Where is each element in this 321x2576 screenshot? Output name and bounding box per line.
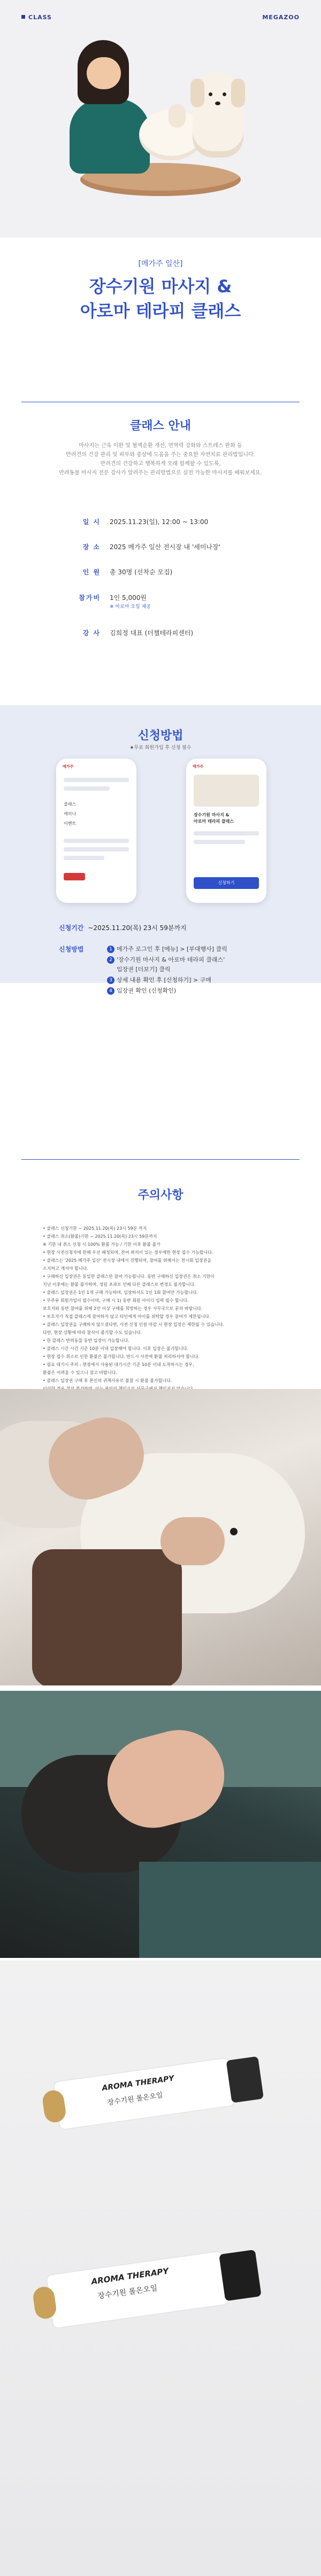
info-value: 2025.11.23(일), 12:00 ~ 13:00: [110, 518, 209, 526]
notice-item: ※ 기한 내 취소 신청 시 100% 환불 가능 / 기한 이후 환불 불가: [43, 1242, 160, 1247]
method-label: 신청방법: [59, 946, 84, 953]
notice-item: • 클래스 입장권을 구매하지 않으셨다면, 사전 신청 인원 마감 시 현장 입장은 제한될 수 있습니다.: [43, 1322, 225, 1327]
info-row-fee: [0, 593, 321, 612]
step-text: 메가주 로그인 후 [메뉴] > [부대행사] 클릭: [117, 946, 227, 953]
intro-line: 반려동물 마사지 전문 강사가 알려주는 관리방법으로 실전 가능한 마사지를 배워보세요.: [59, 470, 262, 476]
notice-item: • 클래스 입장권은 1인 1개 구매 가능하며, 입장하셔도 1인 1회 참여만 가능합니다.: [43, 1290, 198, 1295]
phone-line: [194, 831, 259, 836]
step-4: [107, 986, 176, 995]
phone-mockup-class: [186, 759, 266, 903]
notice-item: • 현장 접수 취소로 인한 환불은 불가합니다. 반드시 사전에 환불 처리하셔야 합니다.: [43, 1354, 200, 1359]
notice-item: • 보호자가 직접 클래스에 참여하지 않고 타인에게 아이를 위탁할 경우 참여가 제한됩니다.: [43, 1314, 211, 1319]
figure-dog-ear: [169, 104, 186, 128]
notice-item: • 클래스 취소(환불)기한 ~ 2025.11.20(목) 23시 59분까지: [43, 1234, 157, 1239]
info-value: 총 30명 (선착순 모집): [110, 568, 173, 576]
info-key: 장 소: [82, 543, 101, 551]
period-value: ~2025.11.20(목) 23시 59분까지: [88, 924, 187, 932]
method-note: ★무료 회원가입 후 신청 필수: [129, 745, 192, 751]
phone-mockup-menu: [56, 759, 136, 903]
phone-class-title: 장수기원 마사지 &: [194, 813, 230, 817]
class-label: [21, 14, 52, 21]
phone-class-title: 아로마 테라피 클래스: [194, 819, 234, 824]
phone-highlight: [64, 873, 85, 880]
step-1: [107, 944, 227, 953]
step-2: [107, 955, 225, 964]
info-value: 2025 메가주 일산 전시장 내 '세미나장': [110, 543, 220, 551]
notice-item: 소지하고 계셔야 합니다.: [43, 1266, 88, 1271]
photo-dog-eye: [230, 1528, 238, 1535]
step-number: 4: [107, 987, 114, 995]
info-row-place: [0, 542, 321, 553]
method-heading: 신청방법: [137, 729, 184, 743]
bottle-label-sub: 장수기원 롤온오일: [106, 2091, 164, 2107]
notice-item: 보호자와 동반 참여를 위해 2인 이상 구매를 희망하는 경우 사무국으로 문의 바랍니다.: [43, 1306, 203, 1311]
event-tag: [메가주 일산]: [138, 260, 183, 268]
step-text: 입장권 확인 (신청확인): [117, 987, 177, 994]
info-key: 인 원: [82, 568, 101, 576]
notice-item: • 클래스 신청기한 ~ 2025.11.20(목) 23시 59분 까지: [43, 1226, 147, 1231]
notice-heading: 주의사항: [137, 1189, 184, 1202]
photo-hand: [160, 1517, 225, 1565]
phone-line: [64, 847, 129, 852]
notice-list: [43, 1224, 284, 1393]
step-number: 1: [107, 946, 114, 953]
bottle-label-sub: 장수기원 롤온오일: [97, 2284, 158, 2301]
figure-dog-nose: [215, 102, 220, 105]
phone-brand: 메가주: [193, 764, 204, 769]
guide-intro: [43, 441, 278, 478]
title-section: [0, 238, 321, 382]
phone-brand: 메가주: [63, 764, 74, 769]
figure-dog-eye: [223, 92, 226, 96]
figure-person-body: [70, 99, 150, 174]
photo-aroma-product: [0, 1961, 321, 2576]
section-divider: [21, 1159, 300, 1160]
step-2-cont: [117, 965, 171, 973]
figure-person-face: [87, 57, 121, 89]
square-icon: [21, 15, 25, 19]
photo-blanket: [139, 1862, 321, 1958]
phone-class-image: [194, 775, 259, 807]
step-number: 3: [107, 977, 114, 984]
intro-line: 마사지는 근육 이완 및 혈액순환 개선, 면역력 강화와 스트레스 완화 등: [79, 443, 242, 449]
notice-item: • 한 클래스 반려동물 동반 입장이 가능합니다.: [43, 1338, 129, 1343]
phone-line: [64, 839, 129, 843]
notice-item: • 클래스 입장권 구매 후 본인의 귀책사유로 불참 시 환불 불가합니다.: [43, 1378, 172, 1383]
phone-menu-item: 세미나: [64, 811, 77, 816]
photo-sleeve: [32, 1549, 182, 1685]
info-subnote: ※ 아로마 오일 제공: [110, 604, 151, 610]
page-title-line2: 아로마 테라피 클래스: [80, 301, 241, 321]
bottle-label: AROMA THERAPY: [101, 2074, 175, 2093]
apply-method-label-row: [59, 944, 83, 954]
info-row-instructor: [0, 628, 321, 639]
notice-item: 다만, 현장 상황에 따라 참석이 불가할 수도 있습니다.: [43, 1330, 142, 1335]
info-row-date: [0, 517, 321, 528]
photo-dog-massage: [0, 1389, 321, 1685]
info-key: 참가비: [79, 594, 101, 602]
step-text: 입장권 [더보기] 클릭: [117, 966, 171, 973]
info-value: 김희정 대표 (더챌테라피센터): [110, 629, 194, 637]
page-title-line1: 장수기원 마사지 &: [89, 276, 232, 296]
info-value: 1인 5,000원: [110, 594, 147, 602]
phone-apply-button: 신청하기: [194, 877, 259, 889]
intro-line: 반려견의 건강하고 행복하게 오래 함께할 수 있도록,: [100, 461, 221, 467]
guide-heading: 클래스 안내: [130, 419, 191, 433]
hero-banner: [0, 0, 321, 238]
phone-line: [64, 778, 129, 782]
step-3: [107, 975, 211, 984]
top-bar: [0, 0, 321, 24]
notice-item: • 구매하신 입장권은 동일한 클래스만 참여 가능합니다. 동반 구매하신 입장권은 취소 기한이: [43, 1274, 215, 1279]
phone-menu-item: 이벤트: [64, 821, 77, 826]
notice-item: 지난 이후에는 환불 불가하며, 정원 초과로 인해 다른 클래스로 변경도 불가합니다.: [43, 1282, 196, 1287]
phone-line: [64, 856, 104, 860]
brand-name: MEGAZOO: [262, 14, 300, 21]
clay-figure-illustration: [59, 29, 262, 211]
notice-item: • 클래스는 '2025 메가주 일산' 전시장 내에서 진행되며, 참여를 위해서는 전시회 입장권을: [43, 1258, 212, 1263]
figure-dog-ear-right: [231, 79, 245, 107]
phone-line: [64, 786, 110, 791]
step-text: '장수기원 마사지 & 아로마 테라피 클래스': [117, 956, 225, 963]
bottle-label: AROMA THERAPY: [90, 2266, 170, 2287]
phone-line: [194, 840, 245, 844]
notice-item: • 필요 대기시 주의 : 현장에서 사용된 대기시간 기준 10분 이내 도착하시는 경우,: [43, 1362, 194, 1367]
info-row-capacity: [0, 567, 321, 578]
notice-item: • 클래스 시간 시간 기준 10분 이내 입장해야 합니다. 이후 입장은 불가합니다.: [43, 1346, 189, 1351]
info-key: 일 시: [82, 518, 101, 526]
intro-line: 반려견의 건강 관리 및 피부와 증상에 도움을 주는 중요한 자연치료 관리법입니다.: [66, 452, 255, 458]
figure-dog-ear-left: [190, 79, 204, 107]
notice-item: • 무주뮤 회원가입이 필수이며, 구매 시 1) 동반 회원 아이디 입력 필수 합니다.: [43, 1298, 189, 1303]
notice-item: 환불은 어려울 수 있으니 참고 바랍니다.: [43, 1370, 117, 1375]
step-number: 2: [107, 956, 114, 964]
period-label: 신청기간: [59, 924, 84, 932]
photo-dog-massage-2: [0, 1691, 321, 1958]
step-text: 상세 내용 확인 후 [신청하기] > 구매: [117, 977, 211, 983]
info-key: 강 사: [82, 629, 101, 637]
phone-menu-item: 클래스: [64, 802, 77, 807]
class-label-text: CLASS: [28, 14, 52, 21]
apply-period: [59, 923, 187, 932]
notice-item: • 현장 사전신청자에 한해 우선 배정되며, 잔여 좌석이 있는 경우에만 현장 접수 가능합니다.: [43, 1250, 213, 1255]
figure-dog-eye: [209, 92, 212, 96]
